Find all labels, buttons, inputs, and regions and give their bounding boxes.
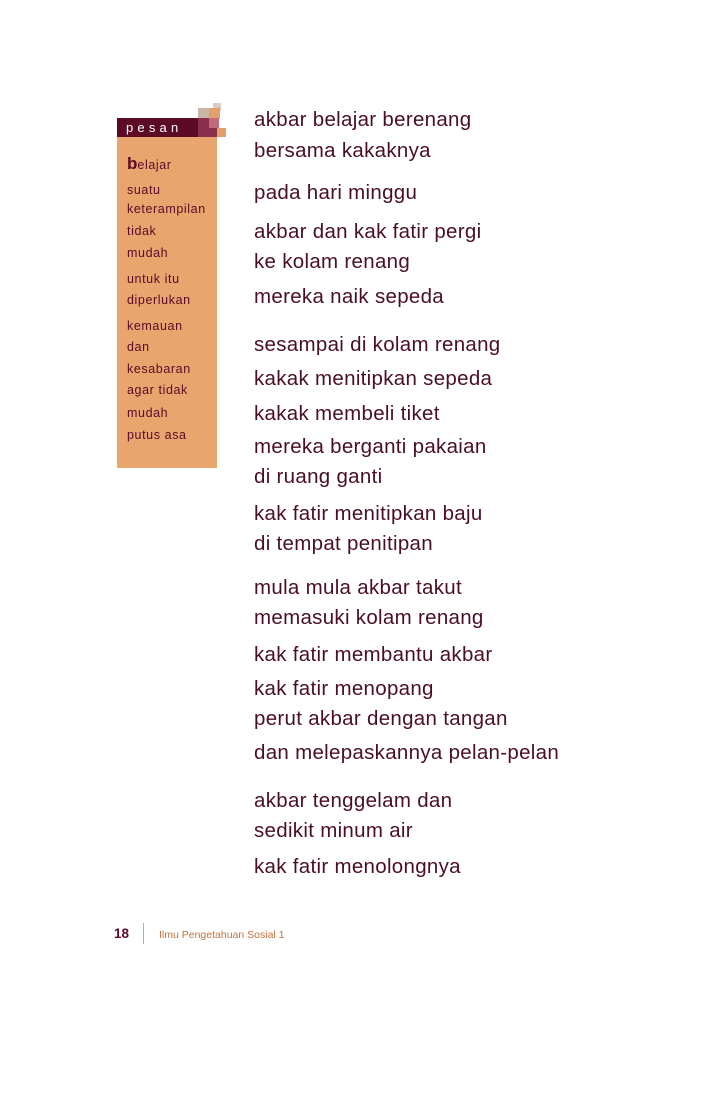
poem-line: dan melepaskannya pelan-pelan (254, 741, 560, 764)
footer-divider (143, 923, 144, 944)
poem-line: pada hari minggu (254, 181, 418, 204)
poem-line: mula mula akbar takut (254, 576, 462, 599)
poem-line: akbar belajar berenang (254, 108, 472, 131)
poem-line: kak fatir menolongnya (254, 855, 461, 878)
poem-line: kakak menitipkan sepeda (254, 367, 493, 390)
page-number: 18 (114, 926, 130, 941)
message-lead-line (127, 154, 222, 174)
message-line: kemauan (127, 319, 183, 333)
poem-line: sesampai di kolam renang (254, 333, 501, 356)
poem-line: mereka berganti pakaian (254, 435, 487, 458)
poem-line: kak fatir menopang (254, 677, 434, 700)
poem-line: perut akbar dengan tangan (254, 707, 508, 730)
poem-line: memasuki kolam renang (254, 606, 484, 629)
message-line: suatu (127, 183, 161, 197)
poem-line: mereka naik sepeda (254, 285, 445, 308)
message-line: dan (127, 340, 150, 354)
poem-line: akbar dan kak fatir pergi (254, 220, 482, 243)
decorative-square-icon (217, 128, 226, 137)
decorative-square-icon (209, 118, 219, 128)
poem-line: ke kolam renang (254, 250, 411, 273)
message-line: mudah (127, 406, 169, 420)
message-line: mudah (127, 246, 169, 260)
message-line: tidak (127, 224, 157, 238)
message-box-title: pesan (126, 120, 183, 135)
message-line: keterampilan (127, 202, 206, 216)
poem-line: sedikit minum air (254, 819, 413, 842)
poem-line: akbar tenggelam dan (254, 789, 453, 812)
message-line: diperlukan (127, 293, 191, 307)
poem-line: bersama kakaknya (254, 139, 431, 162)
poem-line: di tempat penitipan (254, 532, 433, 555)
book-title: Ilmu Pengetahuan Sosial 1 (159, 929, 285, 941)
message-line: kesabaran (127, 362, 191, 376)
lead-letter: b (127, 154, 138, 173)
poem-line: kak fatir membantu akbar (254, 643, 493, 666)
poem-line: di ruang ganti (254, 465, 383, 488)
message-line: putus asa (127, 428, 187, 442)
lead-rest: elajar (137, 158, 172, 172)
message-line: agar tidak (127, 383, 188, 397)
poem-line: kakak membeli tiket (254, 402, 440, 425)
poem-line: kak fatir menitipkan baju (254, 502, 483, 525)
message-line: untuk itu (127, 272, 180, 286)
